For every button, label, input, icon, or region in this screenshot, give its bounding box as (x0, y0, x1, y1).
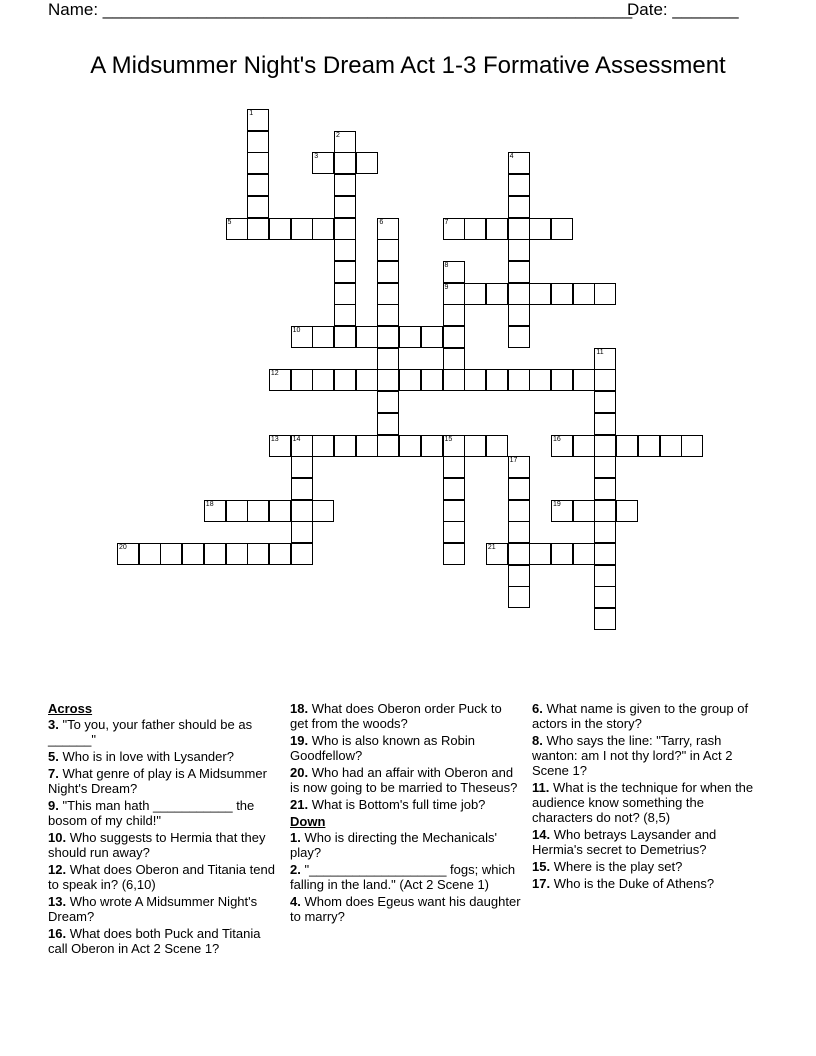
clue-text: Who betrays Laysander and Hermia's secret to Demetrius? (532, 827, 720, 857)
clues-column-3 (532, 701, 764, 893)
clue (48, 749, 280, 764)
crossword-cell[interactable] (377, 283, 399, 305)
clue-number: 9 (444, 283, 449, 291)
crossword-cell[interactable] (117, 543, 139, 565)
crossword-cell[interactable] (269, 543, 291, 565)
crossword-cell[interactable] (334, 435, 356, 457)
clue-number: 14 (292, 435, 301, 443)
clue-number: 3 (314, 153, 319, 161)
crossword-cell[interactable] (443, 326, 465, 348)
clue-text: Who says the line: "Tarry, rash wanton: am I not thy lord?" in Act 2 Scene 1? (532, 733, 737, 778)
clue (532, 859, 764, 874)
crossword-cell[interactable] (312, 152, 334, 174)
clues-column-1 (48, 701, 280, 958)
crossword-cell[interactable] (247, 196, 269, 218)
clue (290, 701, 522, 731)
crossword-cell[interactable] (312, 500, 334, 522)
crossword-cell[interactable] (356, 326, 378, 348)
clue-number: 2 (336, 131, 340, 139)
crossword-cell[interactable] (204, 500, 226, 522)
crossword-cell[interactable] (399, 369, 421, 391)
crossword-cell[interactable] (443, 543, 465, 565)
crossword-cell[interactable] (508, 326, 530, 348)
crossword-cell[interactable] (247, 131, 269, 153)
crossword-cell[interactable] (160, 543, 182, 565)
clue-number: 8. (532, 733, 543, 748)
crossword-cell[interactable] (291, 435, 313, 457)
clue (48, 717, 280, 747)
crossword-cell[interactable] (508, 369, 530, 391)
clue-number: 4. (290, 894, 301, 909)
crossword-cell[interactable] (551, 500, 573, 522)
clue-text: What genre of play is A Midsummer Night's Dream? (48, 766, 271, 796)
clue-text: Who is the Duke of Athens? (550, 876, 715, 891)
clue-number: 20. (290, 765, 309, 780)
clue (290, 830, 522, 860)
crossword-cell[interactable] (356, 369, 378, 391)
clue-text: Who had an affair with Oberon and is now going to be married to Theseus? (290, 765, 518, 795)
crossword-cell[interactable] (551, 369, 573, 391)
crossword-cell[interactable] (551, 543, 573, 565)
clue (532, 876, 764, 891)
clue-number: 6 (379, 218, 384, 226)
crossword-cell[interactable] (247, 218, 269, 240)
crossword-cell[interactable] (508, 239, 530, 261)
crossword-cell[interactable] (291, 326, 313, 348)
crossword-cell[interactable] (334, 152, 356, 174)
crossword-cell[interactable] (291, 369, 313, 391)
clue-number: 18. (290, 701, 309, 716)
clue-number: 13. (48, 894, 67, 909)
crossword-cell[interactable] (356, 152, 378, 174)
crossword-cell[interactable] (421, 435, 443, 457)
crossword-cell[interactable] (508, 283, 530, 305)
clue-text: What name is given to the group of actors in the story? (532, 701, 752, 731)
clue-text: "This man hath ___________ the bosom of my child!" (48, 798, 258, 828)
crossword-cell[interactable] (594, 500, 616, 522)
crossword-cell[interactable] (508, 565, 530, 587)
crossword-cell[interactable] (377, 435, 399, 457)
clue-number: 2. (290, 862, 301, 877)
crossword-cell[interactable] (508, 586, 530, 608)
crossword-cell[interactable] (573, 543, 595, 565)
crossword-cell[interactable] (508, 304, 530, 326)
crossword-cell[interactable] (508, 218, 530, 240)
crossword-cell[interactable] (291, 500, 313, 522)
clue-number: 1. (290, 830, 301, 845)
crossword-cell[interactable] (529, 218, 551, 240)
crossword-cell[interactable] (377, 261, 399, 283)
clue-number: 10. (48, 830, 67, 845)
crossword-cell[interactable] (421, 326, 443, 348)
crossword-cell[interactable] (443, 304, 465, 326)
clue-number: 4 (509, 153, 514, 161)
crossword-cell[interactable] (486, 218, 508, 240)
crossword-cell[interactable] (551, 435, 573, 457)
clue (290, 765, 522, 795)
crossword-cell[interactable] (443, 218, 465, 240)
clue (48, 862, 280, 892)
clue-text: Who wrote A Midsummer Night's Dream? (48, 894, 261, 924)
crossword-cell[interactable] (377, 391, 399, 413)
clue (290, 894, 525, 924)
clue-number: 8 (444, 261, 449, 269)
crossword-cell[interactable] (226, 543, 248, 565)
crossword-cell[interactable] (573, 435, 595, 457)
crossword-cell[interactable] (443, 283, 465, 305)
crossword-cell[interactable] (443, 261, 465, 283)
clue-number: 5. (48, 749, 59, 764)
clue-text: What is the technique for when the audience know something the characters do not? (8,5) (532, 780, 757, 825)
crossword-cell[interactable] (638, 435, 660, 457)
crossword-cell[interactable] (443, 521, 465, 543)
crossword-cell[interactable] (594, 586, 616, 608)
crossword-cell[interactable] (291, 218, 313, 240)
crossword-cell[interactable] (377, 304, 399, 326)
clue-number: 21. (290, 797, 309, 812)
crossword-cell[interactable] (594, 435, 616, 457)
crossword-cell[interactable] (551, 283, 573, 305)
crossword-cell[interactable] (616, 435, 638, 457)
crossword-cell[interactable] (594, 608, 616, 630)
crossword-cell[interactable] (334, 326, 356, 348)
crossword-cell[interactable] (464, 218, 486, 240)
crossword-cell[interactable] (594, 456, 616, 478)
clue-number: 16 (553, 435, 561, 443)
clue-number: 14. (532, 827, 551, 842)
crossword-cell[interactable] (443, 435, 465, 457)
crossword-cell[interactable] (356, 435, 378, 457)
clue-number: 3. (48, 717, 59, 732)
clue-number: 10 (292, 327, 301, 334)
crossword-cell[interactable] (594, 565, 616, 587)
name-field-label[interactable]: Name: ________________________________________________________ (48, 0, 633, 19)
crossword-cell[interactable] (377, 413, 399, 435)
crossword-cell[interactable] (508, 500, 530, 522)
crossword-cell[interactable] (377, 348, 399, 370)
crossword-cell[interactable] (508, 261, 530, 283)
clue-text: What does Oberon and Titania tend to speak in? (6,10) (48, 862, 279, 892)
clue-text: "___________________ fogs; which falling in the land." (Act 2 Scene 1) (290, 862, 519, 892)
clue-text: Whom does Egeus want his daughter to marry? (290, 894, 525, 924)
crossword-cell[interactable] (291, 478, 313, 500)
clues-column-2 (290, 701, 525, 926)
clue (290, 797, 522, 812)
crossword-cell[interactable] (399, 435, 421, 457)
crossword-cell[interactable] (247, 174, 269, 196)
clue-number: 17. (532, 876, 551, 891)
crossword-cell[interactable] (486, 369, 508, 391)
crossword-cell[interactable] (334, 174, 356, 196)
crossword-cell[interactable] (312, 369, 334, 391)
crossword-cell[interactable] (269, 369, 291, 391)
clue-number: 13 (270, 435, 279, 443)
clue-number: 12 (270, 370, 279, 378)
crossword-cell[interactable] (594, 521, 616, 543)
crossword-cell[interactable] (573, 500, 595, 522)
crossword-cell[interactable] (247, 543, 269, 565)
clue (48, 766, 280, 796)
crossword-cell[interactable] (312, 218, 334, 240)
clue-number: 6. (532, 701, 543, 716)
crossword-cell[interactable] (443, 478, 465, 500)
crossword-cell[interactable] (334, 261, 356, 283)
clue (48, 894, 280, 924)
clue-number: 20 (119, 544, 127, 551)
clue-text: Who is also known as Robin Goodfellow? (290, 733, 479, 763)
crossword-cell[interactable] (226, 500, 248, 522)
clue-number: 9. (48, 798, 59, 813)
clue (290, 862, 522, 892)
crossword-cell[interactable] (377, 239, 399, 261)
clue (532, 780, 764, 825)
clue (290, 733, 522, 763)
crossword-cell[interactable] (443, 369, 465, 391)
clue-number: 5 (227, 218, 232, 226)
crossword-cell[interactable] (204, 543, 226, 565)
crossword-cell[interactable] (247, 152, 269, 174)
crossword-cell[interactable] (486, 283, 508, 305)
crossword-cell[interactable] (551, 218, 573, 240)
clue-text: What is Bottom's full time job? (308, 797, 486, 812)
crossword-cell[interactable] (334, 218, 356, 240)
clue-number: 11 (596, 348, 604, 356)
crossword-cell[interactable] (291, 456, 313, 478)
clue-text: What does both Puck and Titania call Oberon in Act 2 Scene 1? (48, 926, 265, 956)
crossword-cell[interactable] (529, 369, 551, 391)
crossword-cell[interactable] (334, 283, 356, 305)
crossword-cell[interactable] (594, 348, 616, 370)
crossword-cell[interactable] (508, 174, 530, 196)
clue-number: 16. (48, 926, 67, 941)
crossword-cell[interactable] (508, 543, 530, 565)
crossword-cell[interactable] (573, 369, 595, 391)
crossword-cell[interactable] (594, 543, 616, 565)
clue-text: Who is in love with Lysander? (58, 749, 234, 764)
crossword-cell[interactable] (681, 435, 703, 457)
clue (532, 733, 764, 778)
clue-number: 12. (48, 862, 67, 877)
crossword-cell[interactable] (594, 478, 616, 500)
crossword-cell[interactable] (443, 500, 465, 522)
clue-number: 15 (444, 435, 453, 443)
clue-text: "To you, your father should be as ______" (48, 717, 256, 747)
clue-number: 7. (48, 766, 59, 781)
crossword-cell[interactable] (399, 326, 421, 348)
crossword-cell[interactable] (594, 391, 616, 413)
crossword-cell[interactable] (377, 369, 399, 391)
crossword-cell[interactable] (508, 521, 530, 543)
crossword-cell[interactable] (377, 326, 399, 348)
crossword-cell[interactable] (529, 543, 551, 565)
crossword-cell[interactable] (508, 196, 530, 218)
crossword-cell[interactable] (377, 218, 399, 240)
down-heading: Down (290, 814, 326, 829)
crossword-cell[interactable] (508, 478, 530, 500)
crossword-cell[interactable] (660, 435, 682, 457)
clue-number: 1 (249, 110, 254, 117)
crossword-cell[interactable] (594, 413, 616, 435)
clue (48, 830, 280, 860)
crossword-cell[interactable] (464, 283, 486, 305)
page-title: A Midsummer Night's Dream Act 1-3 Formative Assessment (90, 52, 726, 79)
crossword-cell[interactable] (486, 435, 508, 457)
crossword-cell[interactable] (334, 369, 356, 391)
clue (532, 701, 764, 731)
crossword-cell[interactable] (334, 304, 356, 326)
clue-number: 15. (532, 859, 551, 874)
clue-number: 19. (290, 733, 309, 748)
crossword-cell[interactable] (464, 369, 486, 391)
crossword-cell[interactable] (508, 456, 530, 478)
clue-text: Who suggests to Hermia that they should run away? (48, 830, 270, 860)
crossword-cell[interactable] (269, 218, 291, 240)
crossword-cell[interactable] (291, 543, 313, 565)
crossword-cell[interactable] (269, 500, 291, 522)
clue-number: 21 (487, 544, 496, 551)
crossword-cell[interactable] (312, 435, 334, 457)
crossword-cell[interactable] (443, 348, 465, 370)
crossword-cell[interactable] (334, 239, 356, 261)
clue-number: 11. (532, 780, 550, 795)
clue-text: What does Oberon order Puck to get from the woods? (290, 701, 506, 731)
crossword-cell[interactable] (573, 283, 595, 305)
crossword-cell[interactable] (312, 326, 334, 348)
crossword-cell[interactable] (594, 283, 616, 305)
crossword-cell[interactable] (291, 521, 313, 543)
crossword-cell[interactable] (529, 283, 551, 305)
crossword-cell[interactable] (486, 543, 508, 565)
date-field-label[interactable]: Date: _______ (627, 0, 739, 19)
crossword-cell[interactable] (182, 543, 204, 565)
crossword-cell[interactable] (269, 435, 291, 457)
crossword-cell[interactable] (226, 218, 248, 240)
crossword-cell[interactable] (421, 369, 443, 391)
crossword-cell[interactable] (508, 152, 530, 174)
clue-text: Who is directing the Mechanicals' play? (290, 830, 501, 860)
across-heading: Across (48, 701, 93, 716)
crossword-cell[interactable] (247, 109, 269, 131)
crossword-cell[interactable] (594, 369, 616, 391)
crossword-cell[interactable] (443, 456, 465, 478)
crossword-cell[interactable] (334, 196, 356, 218)
crossword-cell[interactable] (464, 435, 486, 457)
clue-number: 18 (205, 500, 214, 508)
clue-number: 7 (444, 218, 449, 226)
clue (48, 798, 280, 828)
clue (48, 926, 280, 956)
crossword-cell[interactable] (616, 500, 638, 522)
crossword-cell[interactable] (334, 131, 356, 153)
crossword-cell[interactable] (139, 543, 161, 565)
clue-number: 17 (509, 457, 518, 465)
clue-text: Where is the play set? (550, 859, 683, 874)
crossword-cell[interactable] (247, 500, 269, 522)
clue (532, 827, 764, 857)
clue-number: 19 (553, 500, 561, 508)
